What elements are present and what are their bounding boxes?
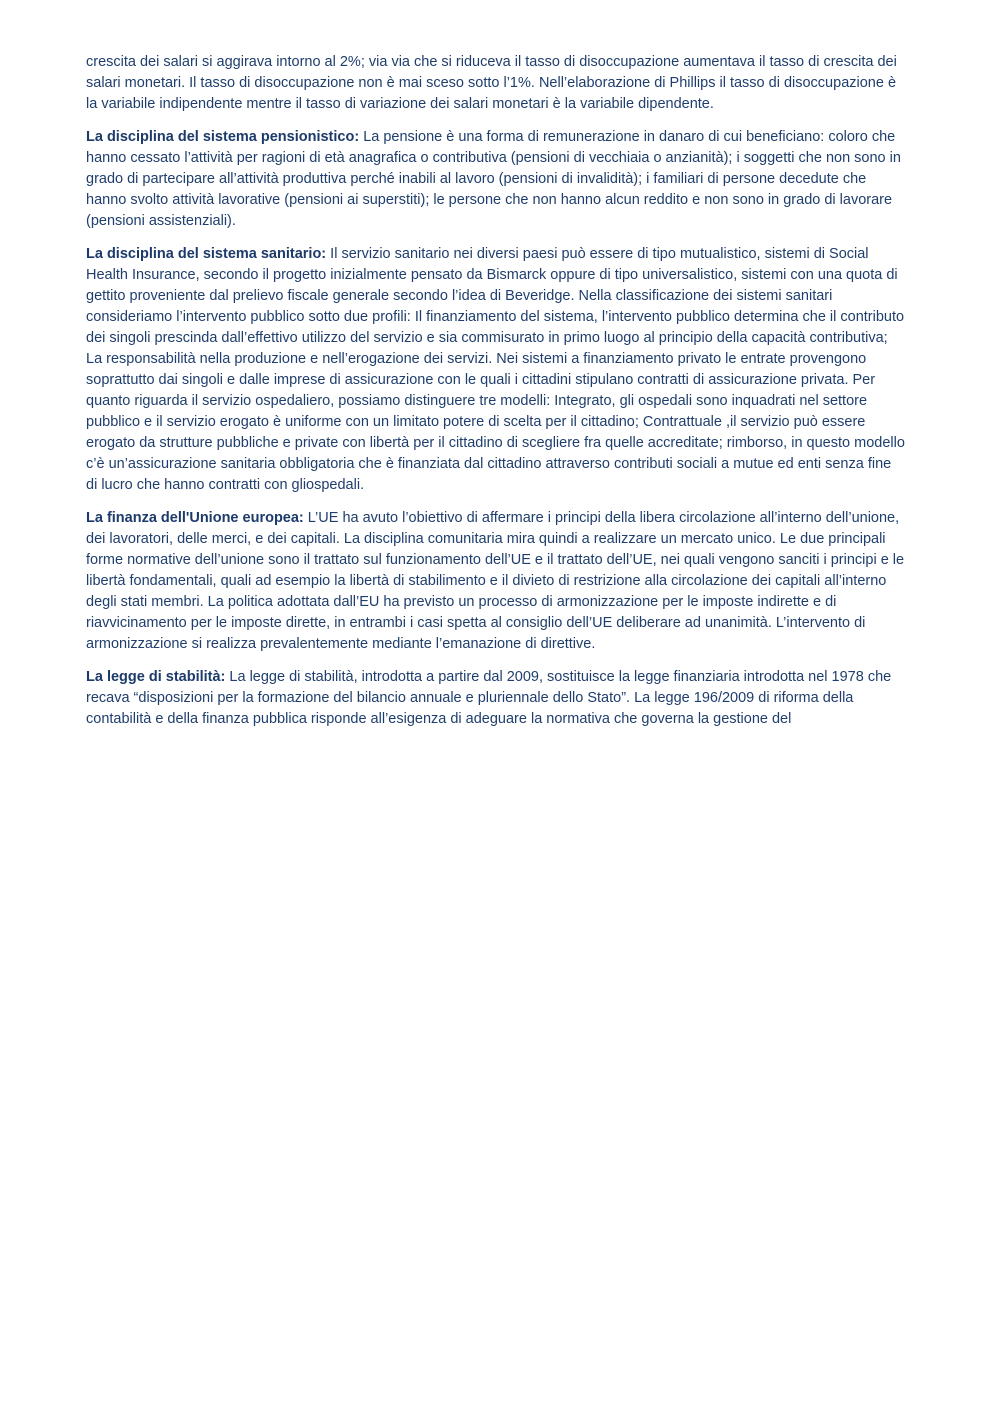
paragraph-body: La legge di stabilità, introdotta a partire dal 2009, sostituisce la legge finanziaria introdotta nel 1978 che recava “disposizioni per la formazione del bilancio annuale e pluriennale dello Stato”. La legge 196/2009 di riforma della contabilità e della finanza pubblica risponde all’esigenza di adeguare la normativa che governa la gestione del [86,669,892,727]
paragraph-body: crescita dei salari si aggirava intorno al 2%; via via che si riduceva il tasso di disoccupazione aumentava il tasso di crescita dei salari monetari. Il tasso di disoccupazione non è mai sceso sotto l’1%. Nell’elaborazione di Phillips il tasso di disoccupazione è la variabile indipendente mentre il tasso di variazione dei salari monetari è la variabile dipendente. [86,54,897,112]
paragraph-legge-di-stabilita [86,667,905,730]
paragraph-sistema-pensionistico [86,127,905,232]
paragraph-heading: La legge di stabilità: [86,669,226,685]
paragraph-body: Il servizio sanitario nei diversi paesi può essere di tipo mutualistico, sistemi di Social Health Insurance, secondo il progetto inizialmente pensato da Bismarck oppure di tipo universalistico, sistemi con una quota di gettito proveniente dal prelievo fiscale generale secondo l’idea di Beveridge. Nella classificazione dei sistemi sanitari consideriamo l’intervento pubblico sotto due profili: Il finanziamento del sistema, l’intervento pubblico determina che il contributo dei singoli prescinda dall’effettivo utilizzo del servizio e sia commisurato in primo luogo al principio della capacità contributiva; La responsabilità nella produzione e nell’erogazione dei servizi. Nei sistemi a finanziamento privato le entrate provengono soprattutto dai singoli e dalle imprese di assicurazione con le quali i cittadini stipulano contratti di assicurazione privata. Per quanto riguarda il servizio ospedaliero, possiamo distinguere tre modelli: Integrato, gli ospedali sono inquadrati nel settore pubblico e il servizio erogato è uniforme con un limitato potere di scelta per il cittadino; Contrattuale ,il servizio può essere erogato da strutture pubbliche e private con libertà per il cittadino di scegliere fra quelle accreditate; rimborso, in questo modello c’è un’assicurazione sanitaria obbligatoria che è finanziata dal cittadino attraverso contributi sociali a mutue ed enti senza fine di lucro che hanno contratti con gliospedali. [86,246,905,493]
paragraph-body: La pensione è una forma di remunerazione in danaro di cui beneficiano: coloro che hanno cessato l’attività per ragioni di età anagrafica o contributiva (pensioni di vecchiaia o anzianità); i soggetti che non sono in grado di partecipare all’attività produttiva perché inabili al lavoro (pensioni di invalidità); i familiari di persone decedute che hanno svolto attività lavorative (pensioni ai superstiti); le persone che non hanno alcun reddito e non sono in grado di lavorare (pensioni assistenziali). [86,129,901,229]
paragraph-body: L’UE ha avuto l’obiettivo di affermare i principi della libera circolazione all’interno dell’unione, dei lavoratori, delle merci, e dei capitali. La disciplina comunitaria mira quindi a realizzare un mercato unico. Le due principali forme normative dell’unione sono il trattato sul funzionamento dell’UE e il trattato dell’UE, nei quali vengono sanciti i principi e le libertà fondamentali, quali ad esempio la libertà di stabilimento e il divieto di restrizione alla circolazione dei capitali all’interno degli stati membri. La politica adottata dall’EU ha previsto un processo di armonizzazione per le imposte indirette e di riavvicinamento per le imposte dirette, in entrambi i casi spetta al consiglio dell’UE deliberare ad unanimità. L’intervento di armonizzazione si realizza prevalentemente mediante l’emanazione di direttive. [86,510,905,652]
paragraph-phillips-continuation [86,52,905,115]
paragraph-finanza-unione-europea [86,508,905,655]
paragraph-heading: La disciplina del sistema pensionistico: [86,129,360,145]
paragraph-heading: La finanza dell'Unione europea: [86,510,304,526]
paragraph-sistema-sanitario [86,244,905,496]
paragraph-heading: La disciplina del sistema sanitario: [86,246,327,262]
